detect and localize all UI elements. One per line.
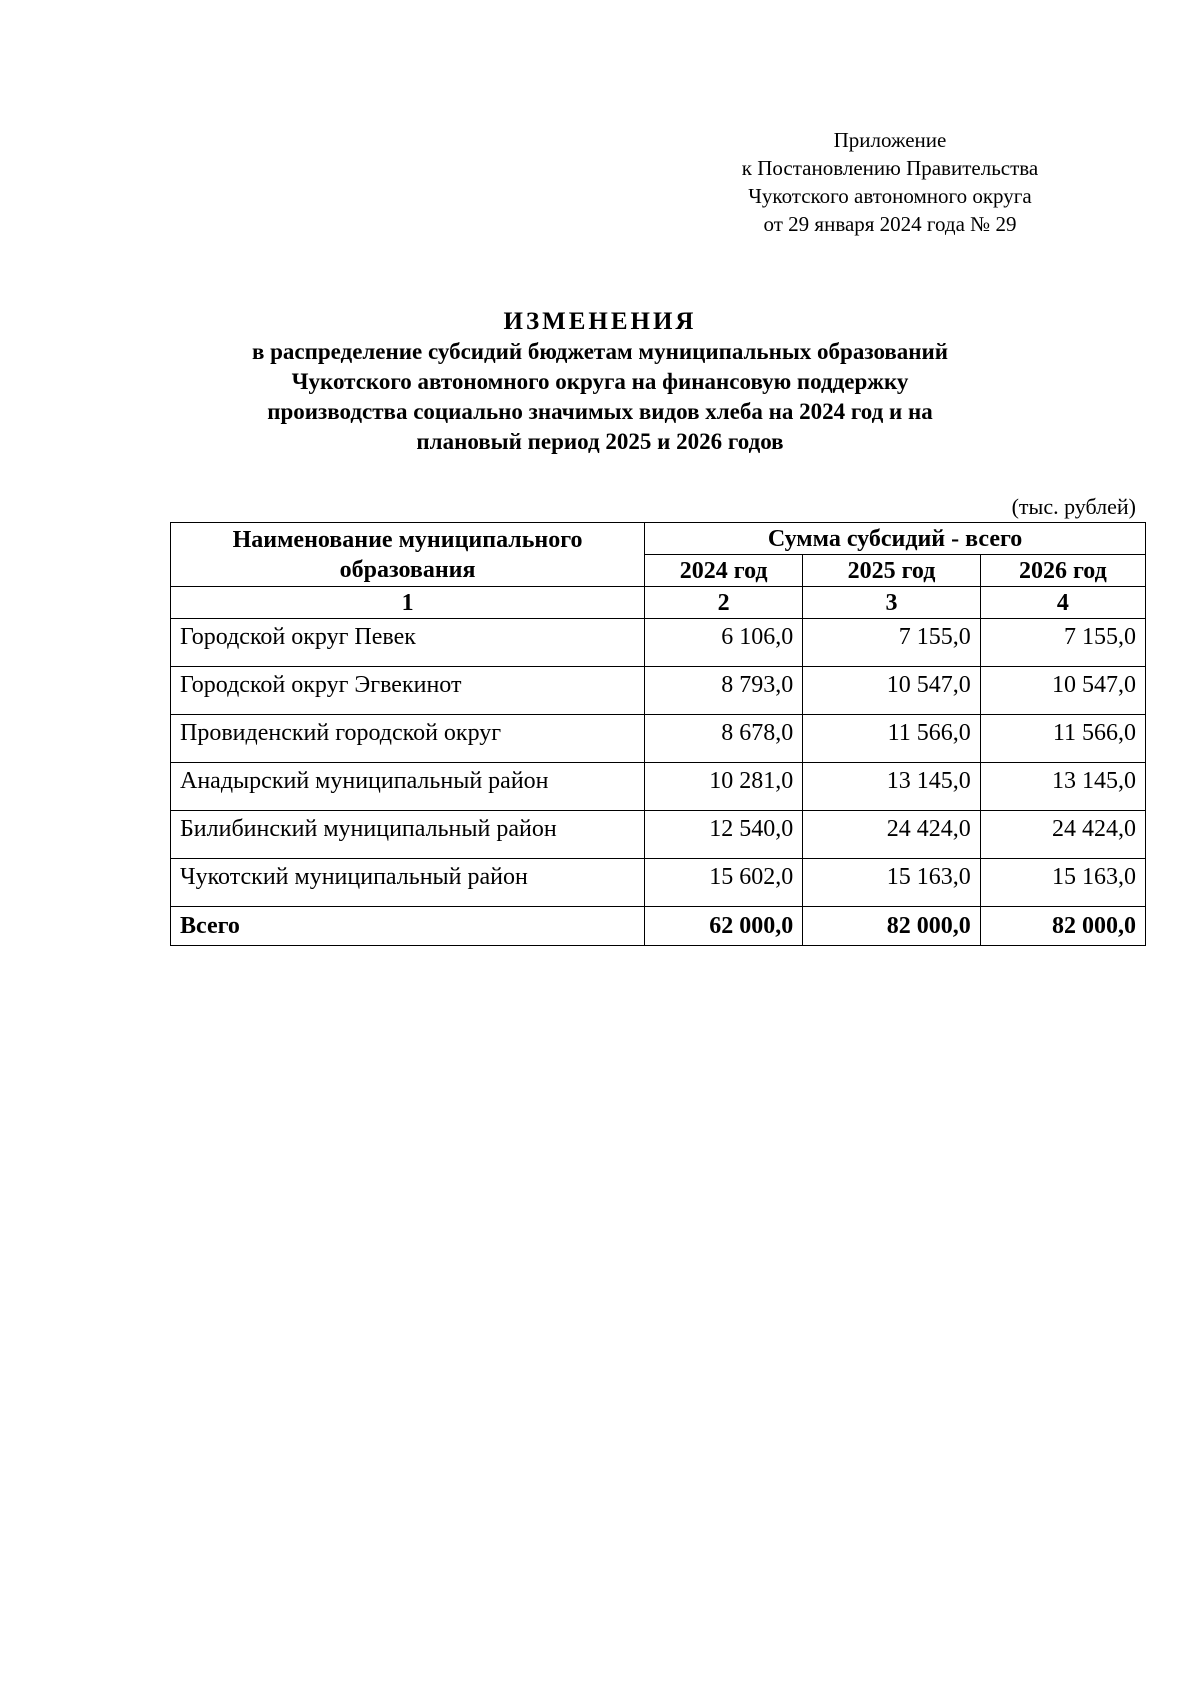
- value-2025: 7 155,0: [803, 619, 981, 667]
- total-2024: 62 000,0: [645, 907, 803, 946]
- value-2025: 24 424,0: [803, 811, 981, 859]
- table-row: [171, 859, 1146, 907]
- subtitle-line: в распределение субсидий бюджетам муниципальных образований: [251, 339, 949, 364]
- municipality-name: Городской округ Эгвекинот: [171, 667, 645, 715]
- column-numbers-row: [171, 587, 1146, 619]
- value-2024: 8 678,0: [645, 715, 803, 763]
- column-number: 1: [171, 587, 645, 619]
- appendix-line: Приложение: [833, 128, 947, 152]
- municipality-name: Билибинский муниципальный район: [171, 811, 645, 859]
- units-label: (тыс. рублей): [1011, 494, 1136, 519]
- header-year-2025: 2025 год: [803, 555, 981, 587]
- value-2026: 15 163,0: [980, 859, 1145, 907]
- appendix-block: [680, 126, 1100, 238]
- appendix-line: к Постановлению Правительства: [741, 156, 1039, 180]
- subtitle-line: производства социально значимых видов хлеба на 2024 год и на: [267, 399, 933, 424]
- value-2024: 12 540,0: [645, 811, 803, 859]
- total-label: Всего: [171, 907, 645, 946]
- value-2025: 11 566,0: [803, 715, 981, 763]
- header-subsidy-sum: Сумма субсидий - всего: [645, 523, 1146, 555]
- value-2024: 6 106,0: [645, 619, 803, 667]
- municipality-name: Чукотский муниципальный район: [171, 859, 645, 907]
- header-year-2026: 2026 год: [980, 555, 1145, 587]
- appendix-line: от 29 января 2024 года № 29: [763, 212, 1017, 236]
- municipality-name: Городской округ Певек: [171, 619, 645, 667]
- value-2025: 10 547,0: [803, 667, 981, 715]
- total-row: [171, 907, 1146, 946]
- total-2025: 82 000,0: [803, 907, 981, 946]
- document-subtitle: [0, 337, 1200, 457]
- table-row: [171, 619, 1146, 667]
- value-2025: 13 145,0: [803, 763, 981, 811]
- value-2026: 10 547,0: [980, 667, 1145, 715]
- value-2024: 10 281,0: [645, 763, 803, 811]
- column-number: 2: [645, 587, 803, 619]
- municipality-name: Провиденский городской округ: [171, 715, 645, 763]
- value-2025: 15 163,0: [803, 859, 981, 907]
- table-row: [171, 667, 1146, 715]
- value-2026: 7 155,0: [980, 619, 1145, 667]
- subtitle-line: плановый период 2025 и 2026 годов: [416, 429, 784, 454]
- subsidy-table: [170, 522, 1146, 946]
- document-title: ИЗМЕНЕНИЯ: [503, 308, 697, 335]
- value-2026: 24 424,0: [980, 811, 1145, 859]
- column-number: 3: [803, 587, 981, 619]
- column-number: 4: [980, 587, 1145, 619]
- table-header-row: [171, 523, 1146, 555]
- header-year-2024: 2024 год: [645, 555, 803, 587]
- municipality-name: Анадырский муниципальный район: [171, 763, 645, 811]
- value-2026: 11 566,0: [980, 715, 1145, 763]
- value-2024: 8 793,0: [645, 667, 803, 715]
- table-row: [171, 715, 1146, 763]
- subtitle-line: Чукотского автономного округа на финансовую поддержку: [291, 369, 909, 394]
- header-municipality: Наименование муниципального образования: [171, 523, 645, 587]
- appendix-line: Чукотского автономного округа: [748, 184, 1032, 208]
- value-2024: 15 602,0: [645, 859, 803, 907]
- table-row: [171, 811, 1146, 859]
- value-2026: 13 145,0: [980, 763, 1145, 811]
- table-row: [171, 763, 1146, 811]
- total-2026: 82 000,0: [980, 907, 1145, 946]
